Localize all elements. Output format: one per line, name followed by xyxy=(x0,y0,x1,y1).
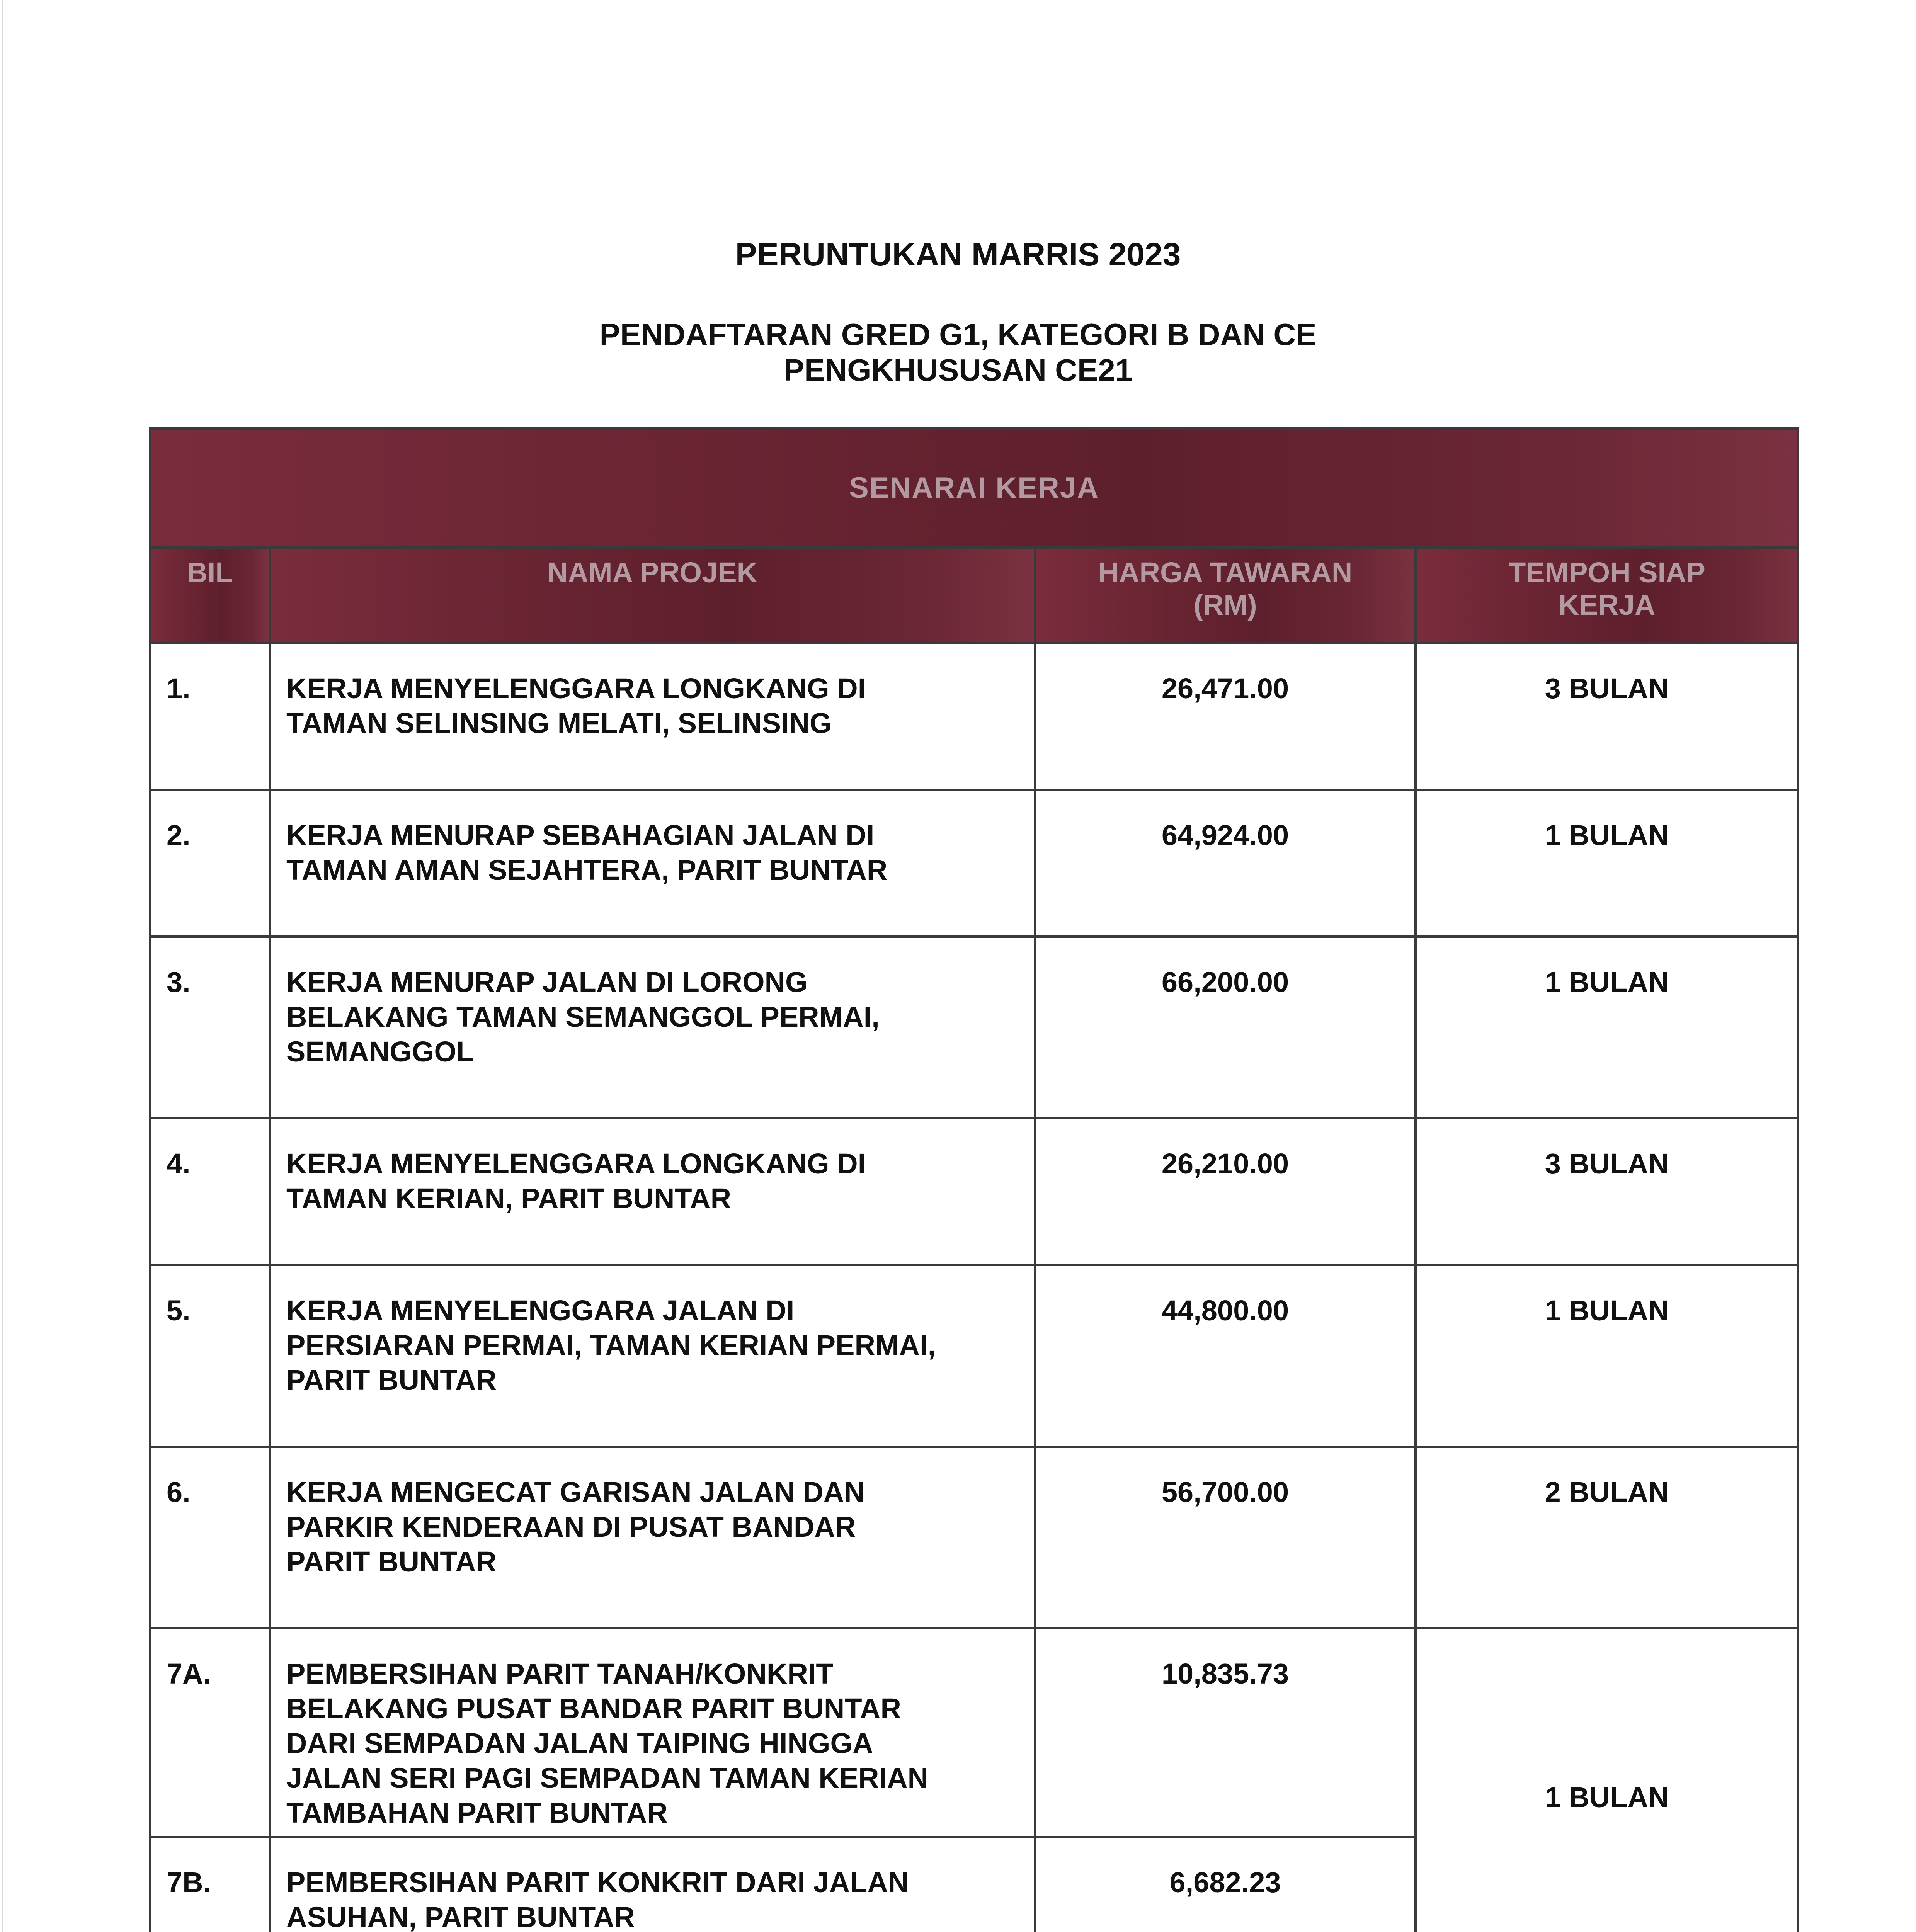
row-bil: 6. xyxy=(150,1447,270,1628)
row-harga: 10,835.73 xyxy=(1035,1628,1416,1837)
row-tempoh: 2 BULAN xyxy=(1416,1447,1798,1628)
nama-line: TAMAN SELINSING MELATI, SELINSING xyxy=(286,707,832,739)
column-header-harga-line-1: HARGA TAWARAN xyxy=(1098,556,1353,588)
row-harga: 56,700.00 xyxy=(1035,1447,1416,1628)
column-header-tempoh-siap xyxy=(1416,548,1798,643)
column-header-bil: BIL xyxy=(150,548,270,643)
nama-line: JALAN SERI PAGI SEMPADAN TAMAN KERIAN xyxy=(286,1762,928,1794)
row-nama-projek xyxy=(270,643,1035,790)
row-harga: 64,924.00 xyxy=(1035,790,1416,937)
row-nama-projek xyxy=(270,1837,1035,1932)
column-header-tempoh-line-2: KERJA xyxy=(1558,589,1656,621)
table-row xyxy=(150,790,1798,937)
nama-line: TAMAN AMAN SEJAHTERA, PARIT BUNTAR xyxy=(286,854,888,886)
table-row xyxy=(150,643,1798,790)
row-harga: 6,682.23 xyxy=(1035,1837,1416,1932)
row-bil: 7A. xyxy=(150,1628,270,1837)
row-nama-projek xyxy=(270,790,1035,937)
table-row xyxy=(150,1265,1798,1447)
row-harga: 26,210.00 xyxy=(1035,1118,1416,1265)
nama-line: PEMBERSIHAN PARIT KONKRIT DARI JALAN xyxy=(286,1866,909,1898)
row-nama-projek xyxy=(270,1447,1035,1628)
row-bil: 7B. xyxy=(150,1837,270,1932)
row-bil: 1. xyxy=(150,643,270,790)
nama-line: KERJA MENURAP SEBAHAGIAN JALAN DI xyxy=(286,819,875,851)
row-harga: 66,200.00 xyxy=(1035,937,1416,1118)
nama-line: KERJA MENURAP JALAN DI LORONG xyxy=(286,966,808,998)
row-harga: 26,471.00 xyxy=(1035,643,1416,790)
column-header-nama-projek: NAMA PROJEK xyxy=(270,548,1035,643)
row-bil: 2. xyxy=(150,790,270,937)
table-header-title: SENARAI KERJA xyxy=(150,429,1798,548)
document-title: PERUNTUKAN MARRIS 2023 xyxy=(735,236,1181,272)
nama-line: BELAKANG PUSAT BANDAR PARIT BUNTAR xyxy=(286,1692,901,1725)
subtitle-line-1: PENDAFTARAN GRED G1, KATEGORI B DAN CE xyxy=(599,317,1317,352)
nama-line: KERJA MENGECAT GARISAN JALAN DAN xyxy=(286,1476,865,1508)
nama-line: PERSIARAN PERMAI, TAMAN KERIAN PERMAI, xyxy=(286,1329,936,1361)
column-header-tempoh-line-1: TEMPOH SIAP xyxy=(1508,556,1705,588)
row-tempoh: 3 BULAN xyxy=(1416,1118,1798,1265)
page-edge-line xyxy=(2,0,3,1932)
nama-line: KERJA MENYELENGGARA LONGKANG DI xyxy=(286,1148,866,1180)
nama-line: TAMAN KERIAN, PARIT BUNTAR xyxy=(286,1182,732,1214)
column-header-harga-line-2: (RM) xyxy=(1193,589,1257,621)
table-row xyxy=(150,1447,1798,1628)
row-bil: 4. xyxy=(150,1118,270,1265)
nama-line: SEMANGGOL xyxy=(286,1036,474,1068)
row-nama-projek xyxy=(270,937,1035,1118)
nama-line: TAMBAHAN PARIT BUNTAR xyxy=(286,1797,668,1829)
row-bil: 3. xyxy=(150,937,270,1118)
row-bil: 5. xyxy=(150,1265,270,1447)
table-row xyxy=(150,937,1798,1118)
nama-line: PARKIR KENDERAAN DI PUSAT BANDAR xyxy=(286,1511,856,1543)
row-nama-projek xyxy=(270,1118,1035,1265)
group-7-tempoh: 1 BULAN xyxy=(1416,1628,1798,1932)
work-list-table xyxy=(149,427,1799,1932)
nama-line: BELAKANG TAMAN SEMANGGOL PERMAI, xyxy=(286,1001,880,1033)
row-tempoh: 1 BULAN xyxy=(1416,1265,1798,1447)
row-tempoh: 1 BULAN xyxy=(1416,937,1798,1118)
row-nama-projek xyxy=(270,1628,1035,1837)
nama-line: PARIT BUNTAR xyxy=(286,1364,497,1396)
nama-line: DARI SEMPADAN JALAN TAIPING HINGGA xyxy=(286,1727,873,1759)
nama-line: ASUHAN, PARIT BUNTAR xyxy=(286,1901,635,1932)
document-subtitle xyxy=(0,317,1916,388)
nama-line: KERJA MENYELENGGARA LONGKANG DI xyxy=(286,672,866,704)
nama-line: PARIT BUNTAR xyxy=(286,1546,497,1578)
subtitle-line-2: PENGKHUSUSAN CE21 xyxy=(783,353,1133,387)
table-row xyxy=(150,1628,1798,1837)
table-header-title-row xyxy=(150,429,1798,548)
table-header-row xyxy=(150,548,1798,643)
column-header-harga-tawaran xyxy=(1035,548,1416,643)
table-row xyxy=(150,1118,1798,1265)
row-tempoh: 1 BULAN xyxy=(1416,790,1798,937)
row-harga: 44,800.00 xyxy=(1035,1265,1416,1447)
nama-line: PEMBERSIHAN PARIT TANAH/KONKRIT xyxy=(286,1658,834,1690)
row-tempoh: 3 BULAN xyxy=(1416,643,1798,790)
nama-line: KERJA MENYELENGGARA JALAN DI xyxy=(286,1294,795,1327)
row-nama-projek xyxy=(270,1265,1035,1447)
